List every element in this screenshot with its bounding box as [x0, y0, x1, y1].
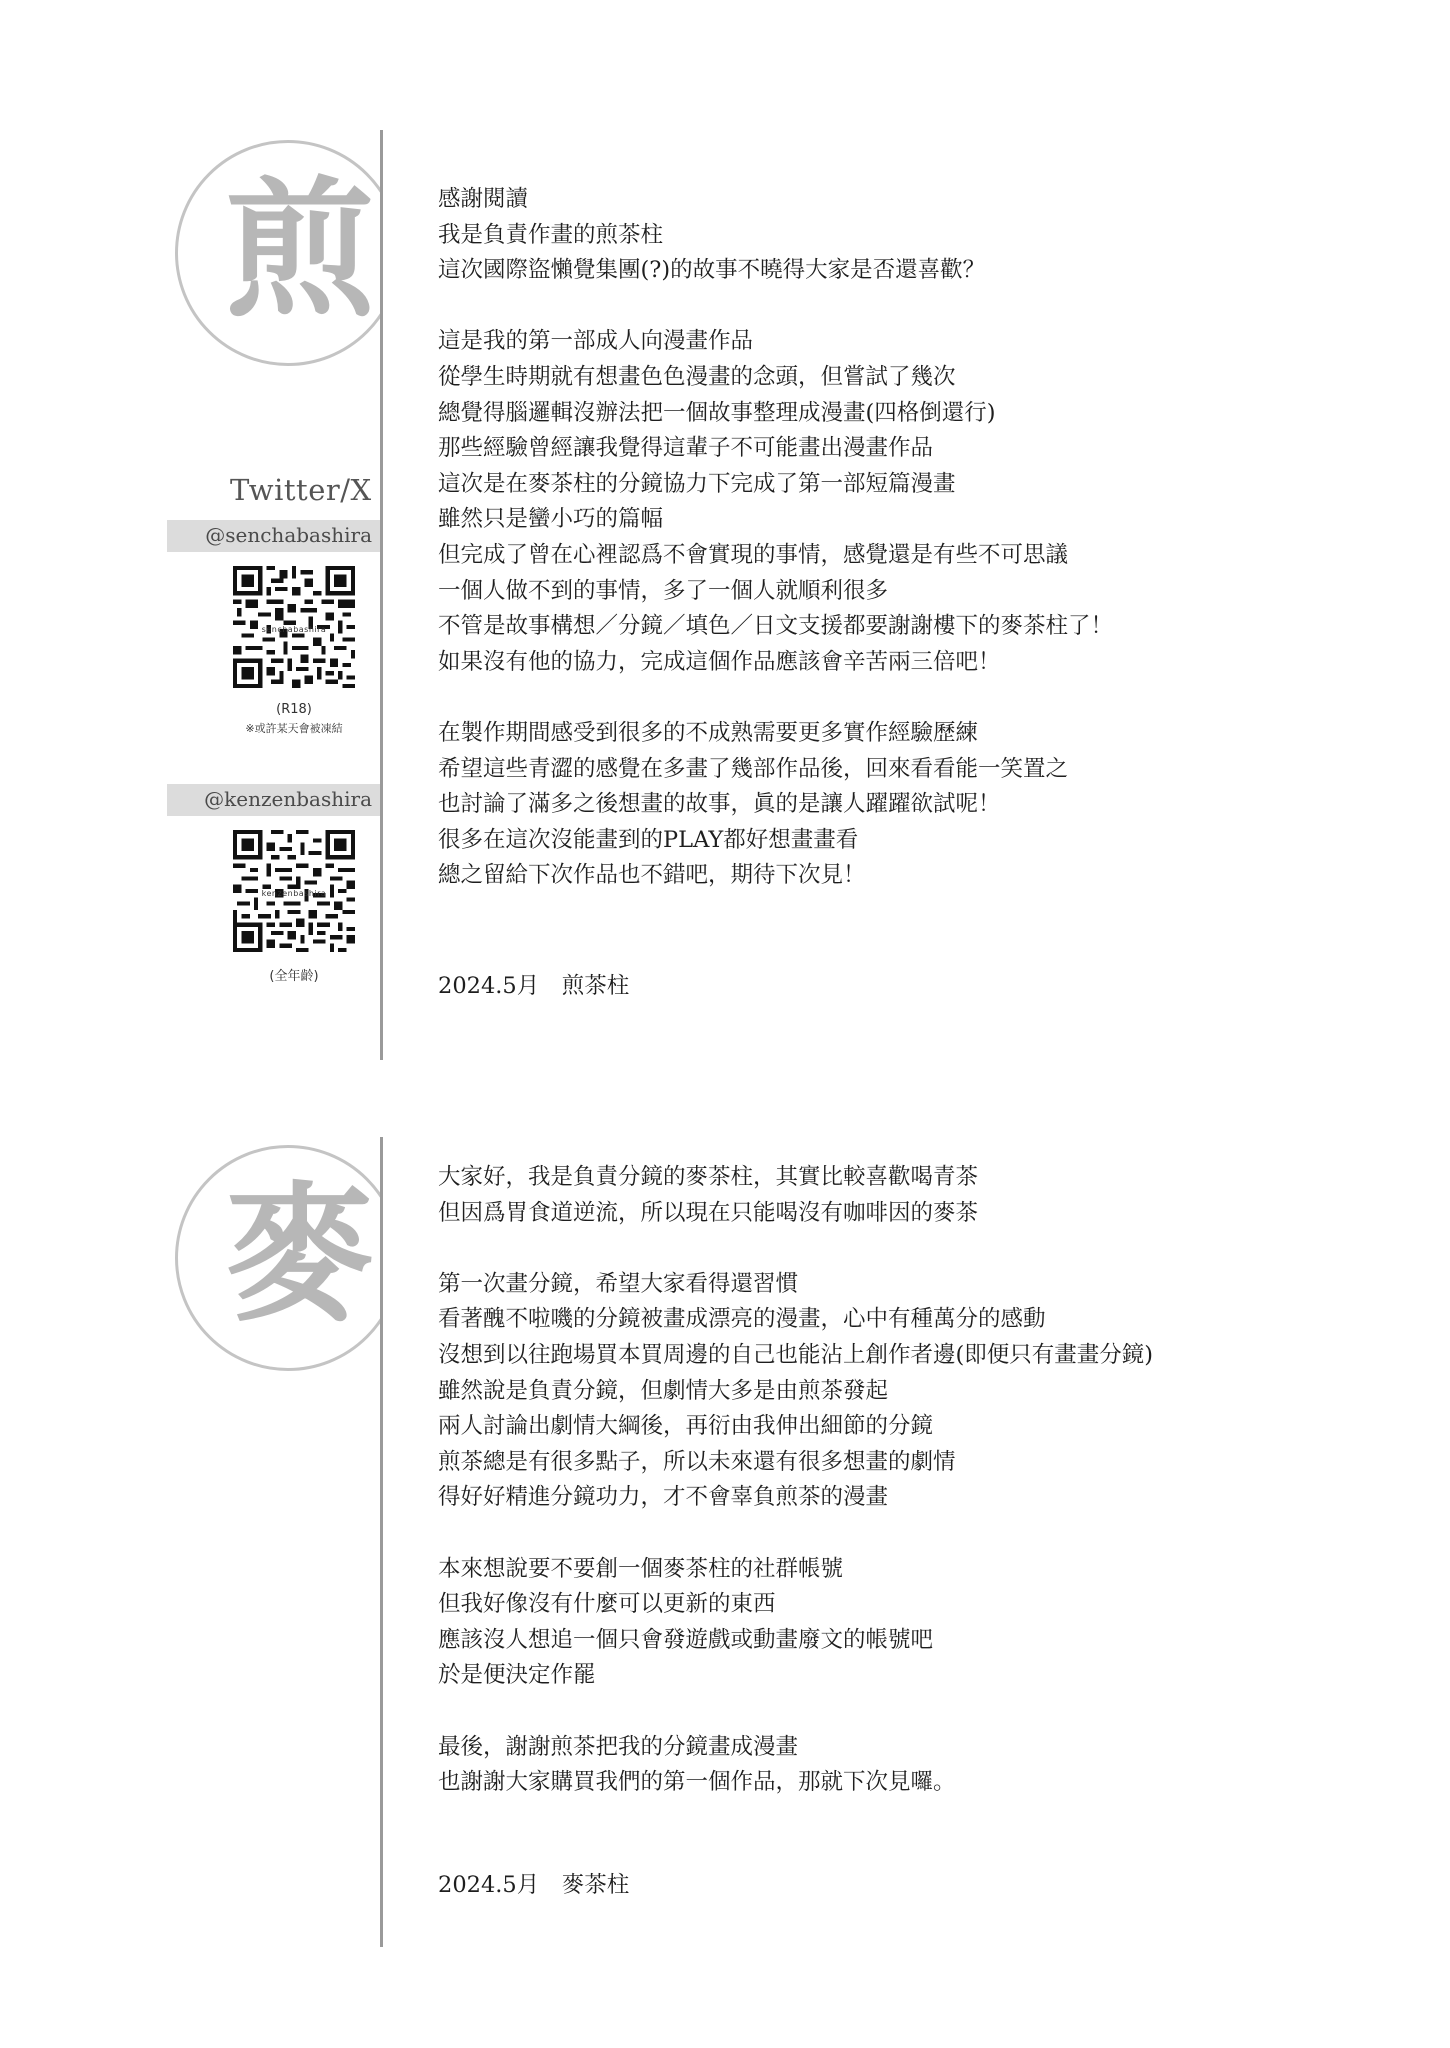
text-line: 本來想說要不要創一個麥茶柱的社群帳號	[438, 1555, 844, 1582]
freeze-note: ※或許某天會被凍結	[245, 722, 343, 735]
qr-caption: kenzenbashira	[261, 889, 327, 898]
signature: 2024.5月 煎茶柱	[438, 973, 630, 999]
text-line: 希望這些青澀的感覺在多畫了幾部作品後，回來看看能一笑置之	[438, 755, 1069, 782]
afterword-body	[438, 1160, 1153, 1801]
text-line: 雖然說是負責分鏡，但劇情大多是由煎茶發起	[438, 1377, 889, 1404]
text-line: 兩人討論出劇情大綱後，再衍由我伸出細節的分鏡	[438, 1413, 934, 1440]
text-line: 從學生時期就有想畫色色漫畫的念頭，但嘗試了幾次	[438, 363, 956, 390]
text-line: 在製作期間感受到很多的不成熟需要更多實作經驗歷練	[438, 719, 979, 746]
text-line: 這次國際盜懶覺集團(?)的故事不曉得大家是否還喜歡？	[438, 257, 986, 284]
seal-sencha	[175, 130, 380, 380]
rating-label: (R18)	[276, 702, 312, 717]
text-line: 一個人做不到的事情，多了一個人就順利很多	[438, 577, 889, 604]
text-line: 看著醜不啦嘰的分鏡被畫成漂亮的漫畫，心中有種萬分的感動	[438, 1306, 1046, 1333]
text-line: 雖然只是蠻小巧的篇幅	[438, 506, 664, 533]
text-line: 總之留給下次作品也不錯吧，期待下次見！	[438, 862, 866, 889]
text-line: 如果沒有他的協力，完成這個作品應該會辛苦兩三倍吧！	[438, 648, 1001, 675]
text-line: 第一次畫分鏡，希望大家看得還習慣	[438, 1270, 799, 1297]
paragraph-gap	[438, 289, 1113, 325]
handle-bar-kenzenbashira[interactable]	[167, 784, 380, 816]
handle-bar-senchabashira[interactable]	[167, 520, 380, 552]
text-line: 那些經驗曾經讓我覺得這輩子不可能畫出漫畫作品	[438, 435, 934, 462]
qr-caption: senchabashira	[261, 625, 327, 634]
text-line: 不管是故事構想／分鏡／填色／日文支援都要謝謝樓下的麥茶柱了！	[438, 613, 1114, 640]
text-line: 這次是在麥茶柱的分鏡協力下完成了第一部短篇漫畫	[438, 470, 956, 497]
text-line: 但因爲胃食道逆流，所以現在只能喝沒有咖啡因的麥茶	[438, 1199, 979, 1226]
seal-mugicha	[175, 1135, 380, 1385]
paragraph-gap	[438, 1694, 1153, 1730]
twitter-label: Twitter/X	[230, 473, 372, 507]
text-line: 沒想到以往跑場買本買周邊的自己也能沾上創作者邊(即便只有畫畫分鏡)	[438, 1341, 1154, 1368]
vertical-divider	[380, 130, 383, 1060]
handle-text[interactable]: @kenzenbashira	[204, 787, 372, 811]
text-line: 煎茶總是有很多點子，所以未來還有很多想畫的劇情	[438, 1448, 956, 1475]
text-line: 這是我的第一部成人向漫畫作品	[438, 328, 754, 355]
afterword-mugicha	[0, 1125, 1450, 1945]
text-line: 感謝閱讀	[438, 186, 529, 212]
text-line: 大家好，我是負責分鏡的麥茶柱，其實比較喜歡喝青茶	[438, 1164, 979, 1190]
signature: 2024.5月 麥茶柱	[438, 1872, 630, 1898]
text-line: 得好好精進分鏡功力，才不會辜負煎茶的漫畫	[438, 1484, 889, 1511]
text-line: 應該沒人想追一個只會發遊戲或動畫廢文的帳號吧	[438, 1626, 934, 1653]
text-line: 很多在這次沒能畫到的PLAY都好想畫畫看	[438, 826, 859, 853]
text-line: 也謝謝大家購買我們的第一個作品，那就下次見囉。	[438, 1769, 956, 1796]
text-line: 也討論了滿多之後想畫的故事，眞的是讓人躍躍欲試呢！	[438, 791, 1001, 818]
paragraph-gap	[438, 680, 1113, 716]
text-line: 最後，謝謝煎茶把我的分鏡畫成漫畫	[438, 1733, 799, 1760]
text-line: 總覺得腦邏輯沒辦法把一個故事整理成漫畫(四格倒還行)	[438, 399, 996, 426]
afterword-body	[438, 182, 1113, 894]
text-line: 於是便決定作罷	[438, 1662, 596, 1689]
seal-char: 煎	[225, 162, 376, 338]
paragraph-gap	[438, 1231, 1153, 1267]
paragraph-gap	[438, 1516, 1153, 1552]
seal-char: 麥	[225, 1167, 376, 1343]
handle-text[interactable]: @senchabashira	[205, 523, 372, 547]
text-line: 但我好像沒有什麼可以更新的東西	[438, 1591, 776, 1618]
text-line: 我是負責作畫的煎茶柱	[438, 221, 664, 248]
rating-label: (全年齡)	[269, 969, 319, 984]
text-line: 但完成了曾在心裡認爲不會實現的事情，感覺還是有些不可思議	[438, 541, 1069, 568]
vertical-divider	[380, 1137, 383, 1947]
